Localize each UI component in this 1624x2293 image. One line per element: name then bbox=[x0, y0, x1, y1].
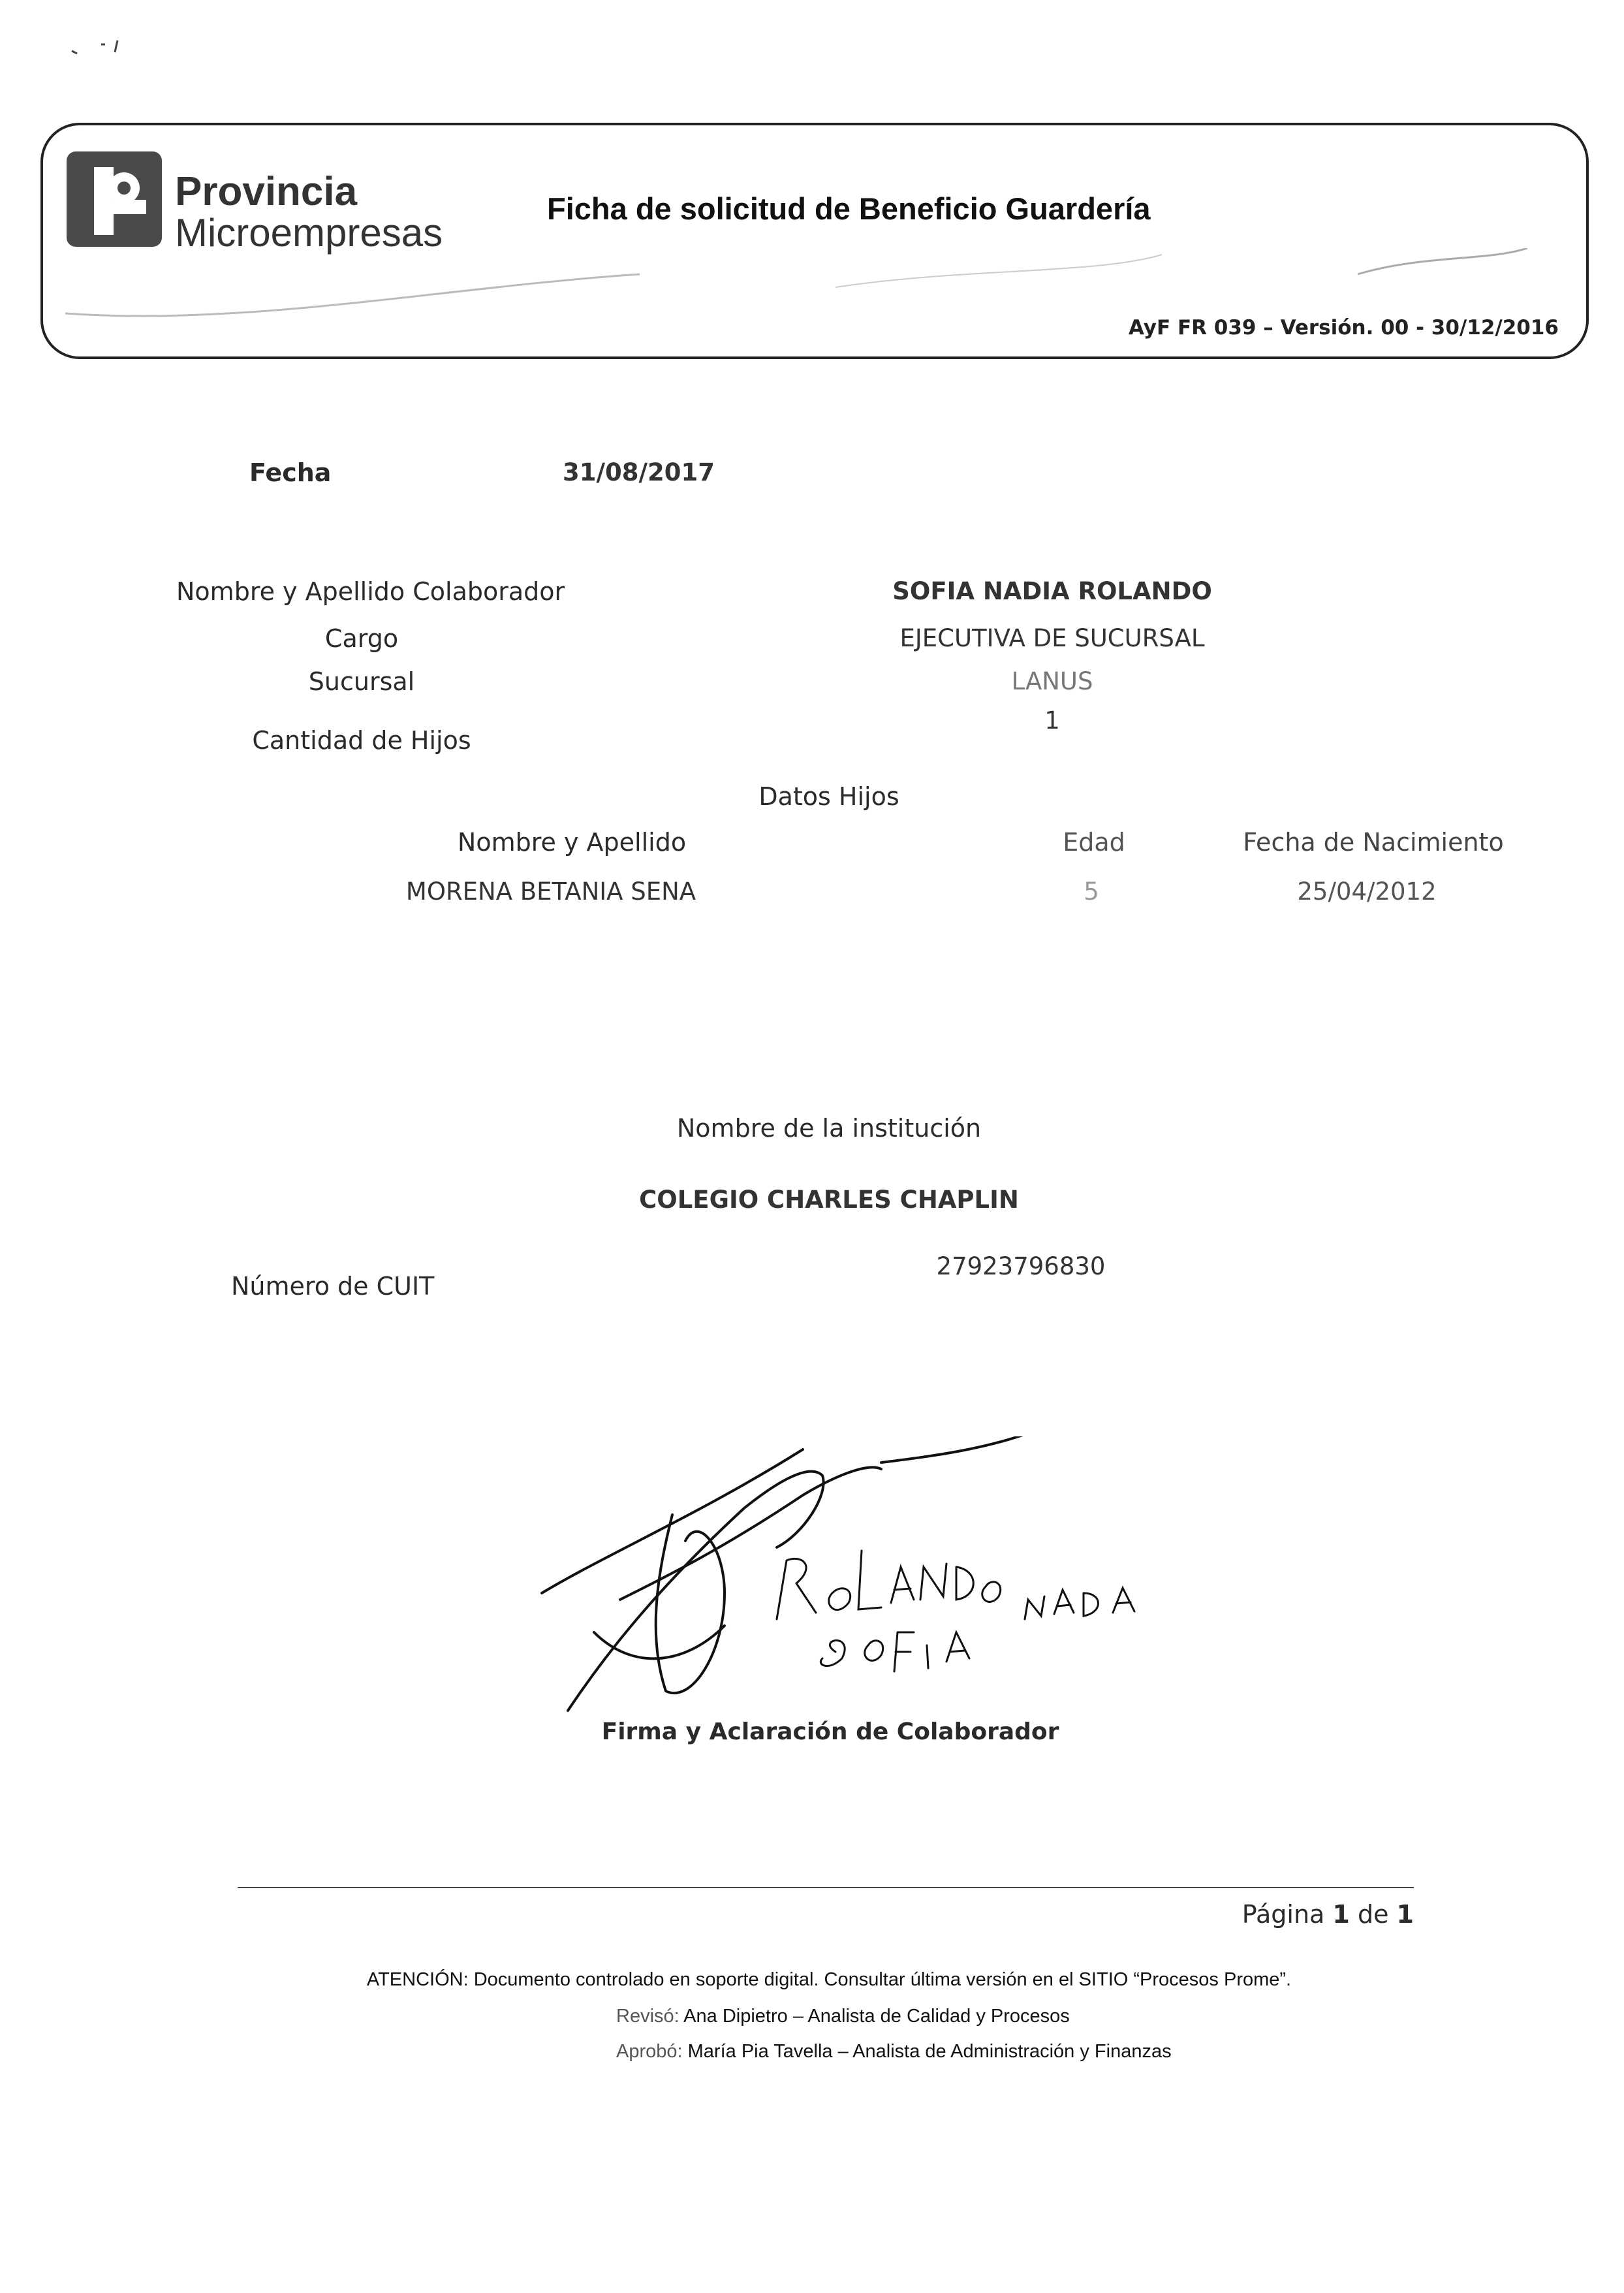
page-number: 1 bbox=[1332, 1900, 1350, 1929]
footer-divider bbox=[238, 1887, 1414, 1888]
child-header-age: Edad bbox=[1063, 828, 1125, 857]
page-of: de bbox=[1357, 1900, 1389, 1929]
nombre-value: SOFIA NADIA ROLANDO bbox=[892, 577, 1212, 605]
child-age: 5 bbox=[1084, 878, 1099, 906]
page-indicator bbox=[1242, 1900, 1414, 1929]
hijos-label: Cantidad de Hijos bbox=[252, 726, 471, 755]
signature-caption: Firma y Aclaración de Colaborador bbox=[601, 1718, 1059, 1745]
child-header-birthdate: Fecha de Nacimiento bbox=[1243, 828, 1504, 857]
institution-label: Nombre de la institución bbox=[676, 1114, 982, 1143]
cuit-label: Número de CUIT bbox=[231, 1272, 435, 1301]
datos-hijos-title: Datos Hijos bbox=[758, 782, 899, 811]
institution-value: COLEGIO CHARLES CHAPLIN bbox=[639, 1186, 1019, 1214]
reviewed-value: Ana Dipietro – Analista de Calidad y Procesos bbox=[683, 2006, 1070, 2027]
page-word: Página bbox=[1241, 1900, 1325, 1929]
cargo-value: EJECUTIVA DE SUCURSAL bbox=[899, 624, 1205, 652]
approved-value: María Pia Tavella – Analista de Administración y Finanzas bbox=[687, 2041, 1172, 2062]
cargo-label: Cargo bbox=[324, 624, 399, 653]
cuit-value: 27923796830 bbox=[936, 1252, 1106, 1280]
brand-subtitle: Microempresas bbox=[175, 211, 443, 255]
hijos-value: 1 bbox=[1044, 706, 1060, 735]
page-total: 1 bbox=[1396, 1900, 1414, 1929]
fecha-label: Fecha bbox=[249, 458, 332, 487]
reviewed-label: Revisó: bbox=[616, 2006, 679, 2027]
nombre-label: Nombre y Apellido Colaborador bbox=[176, 577, 565, 606]
document-title: Ficha de solicitud de Beneficio Guardería bbox=[547, 191, 1151, 226]
attention-note: ATENCIÓN: Documento controlado en soporte digital. Consultar última versión en el SITIO “Procesos Prome”. bbox=[366, 1969, 1292, 1990]
approved-label: Aprobó: bbox=[616, 2041, 683, 2062]
fecha-value: 31/08/2017 bbox=[563, 458, 715, 486]
scan-marks bbox=[65, 33, 163, 59]
provincia-logo-icon bbox=[65, 150, 163, 248]
brand-name: Provincia bbox=[175, 169, 358, 214]
sucursal-value: LANUS bbox=[1011, 667, 1093, 695]
sucursal-label: Sucursal bbox=[308, 667, 415, 696]
approved-by bbox=[616, 2041, 1172, 2063]
child-name: MORENA BETANIA SENA bbox=[405, 878, 696, 906]
reviewed-by bbox=[616, 2006, 1070, 2027]
child-header-name: Nombre y Apellido bbox=[457, 828, 687, 857]
signature-scribble-icon bbox=[529, 1436, 1168, 1724]
child-birthdate: 25/04/2012 bbox=[1297, 878, 1437, 906]
document-code: AyF FR 039 – Versión. 00 - 30/12/2016 bbox=[1128, 316, 1559, 340]
